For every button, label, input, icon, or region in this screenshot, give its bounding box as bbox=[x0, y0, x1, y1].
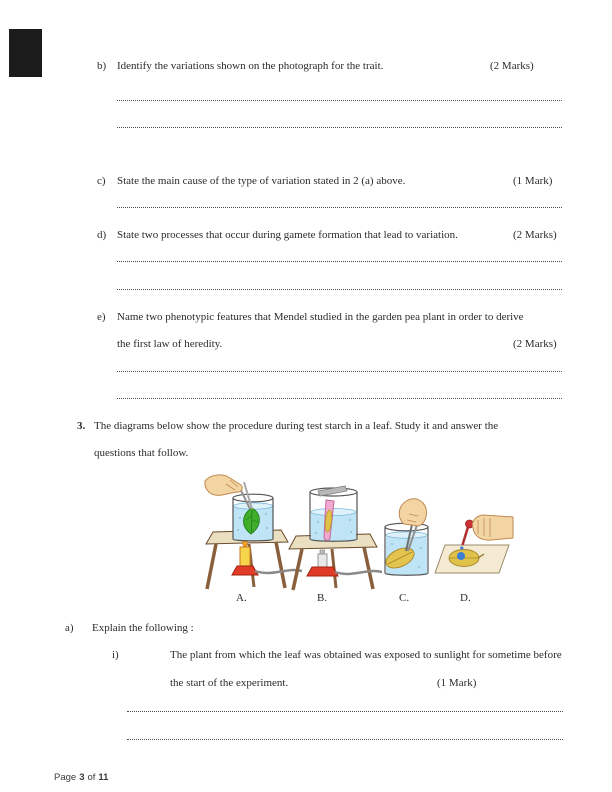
footer-page-number: 3 bbox=[79, 772, 85, 783]
sub-i-marks: (1 Mark) bbox=[437, 677, 477, 689]
gas-tube-icon bbox=[255, 570, 302, 573]
step-d-illustration bbox=[435, 515, 513, 573]
part-b-marks: (2 Marks) bbox=[490, 60, 534, 72]
sub-i-question-line1: The plant from which the leaf was obtained was exposed to sunlight for sometime before bbox=[170, 649, 562, 661]
answer-line bbox=[117, 127, 562, 128]
footer-total-pages: 11 bbox=[98, 772, 109, 783]
question-3-intro-line2: questions that follow. bbox=[94, 447, 189, 459]
gas-tube-icon bbox=[335, 571, 382, 574]
diagram-label-b: B. bbox=[317, 592, 328, 604]
part-a-question: Explain the following : bbox=[92, 622, 194, 634]
iodine-stain-icon bbox=[457, 552, 465, 560]
answer-line bbox=[117, 398, 562, 399]
answer-line bbox=[127, 711, 563, 712]
hand-icon bbox=[472, 515, 513, 540]
answer-line bbox=[117, 289, 562, 290]
answer-line bbox=[127, 739, 563, 740]
part-c-marks: (1 Mark) bbox=[513, 175, 553, 187]
page-footer bbox=[54, 772, 111, 783]
answer-line bbox=[117, 371, 562, 372]
step-a-illustration bbox=[205, 475, 302, 589]
part-e-marks: (2 Marks) bbox=[513, 338, 557, 350]
part-c-question: State the main cause of the type of variation stated in 2 (a) above. bbox=[117, 175, 406, 187]
part-e-question-line1: Name two phenotypic features that Mendel studied in the garden pea plant in order to derive bbox=[117, 311, 524, 323]
step-b-illustration bbox=[289, 486, 382, 590]
hand-icon bbox=[399, 499, 426, 526]
unlit-burner-icon bbox=[307, 550, 382, 576]
hand-icon bbox=[205, 475, 242, 495]
diagram-label-c: C. bbox=[399, 592, 410, 604]
stool-icon bbox=[289, 534, 377, 590]
diagram-label-d: D. bbox=[460, 592, 471, 604]
starch-test-diagram bbox=[192, 470, 522, 592]
iodine-drop-icon bbox=[460, 546, 463, 549]
footer-of-word: of bbox=[87, 772, 96, 783]
footer-page-word: Page bbox=[54, 772, 77, 783]
part-e-label: e) bbox=[97, 311, 106, 323]
part-a-label: a) bbox=[65, 622, 74, 634]
part-e-question-line2: the first law of heredity. bbox=[117, 338, 223, 350]
answer-line bbox=[117, 261, 562, 262]
sub-i-label: i) bbox=[112, 649, 119, 661]
diagram-label-a: A. bbox=[236, 592, 247, 604]
step-c-illustration bbox=[383, 499, 428, 576]
part-b-question: Identify the variations shown on the photograph for the trait. bbox=[117, 60, 384, 72]
question-3-number: 3. bbox=[77, 420, 86, 432]
part-c-label: c) bbox=[97, 175, 106, 187]
part-d-label: d) bbox=[97, 229, 107, 241]
answer-line bbox=[117, 207, 562, 208]
question-3-intro-line1: The diagrams below show the procedure during test starch in a leaf. Study it and answer the bbox=[94, 420, 499, 432]
part-b-label: b) bbox=[97, 60, 107, 72]
sub-i-question-line2: the start of the experiment. bbox=[170, 677, 289, 689]
answer-line bbox=[117, 100, 562, 101]
scan-artifact-mark bbox=[9, 29, 42, 77]
part-d-question: State two processes that occur during gamete formation that lead to variation. bbox=[117, 229, 458, 241]
part-d-marks: (2 Marks) bbox=[513, 229, 557, 241]
water-bath-beaker-icon bbox=[310, 488, 357, 541]
